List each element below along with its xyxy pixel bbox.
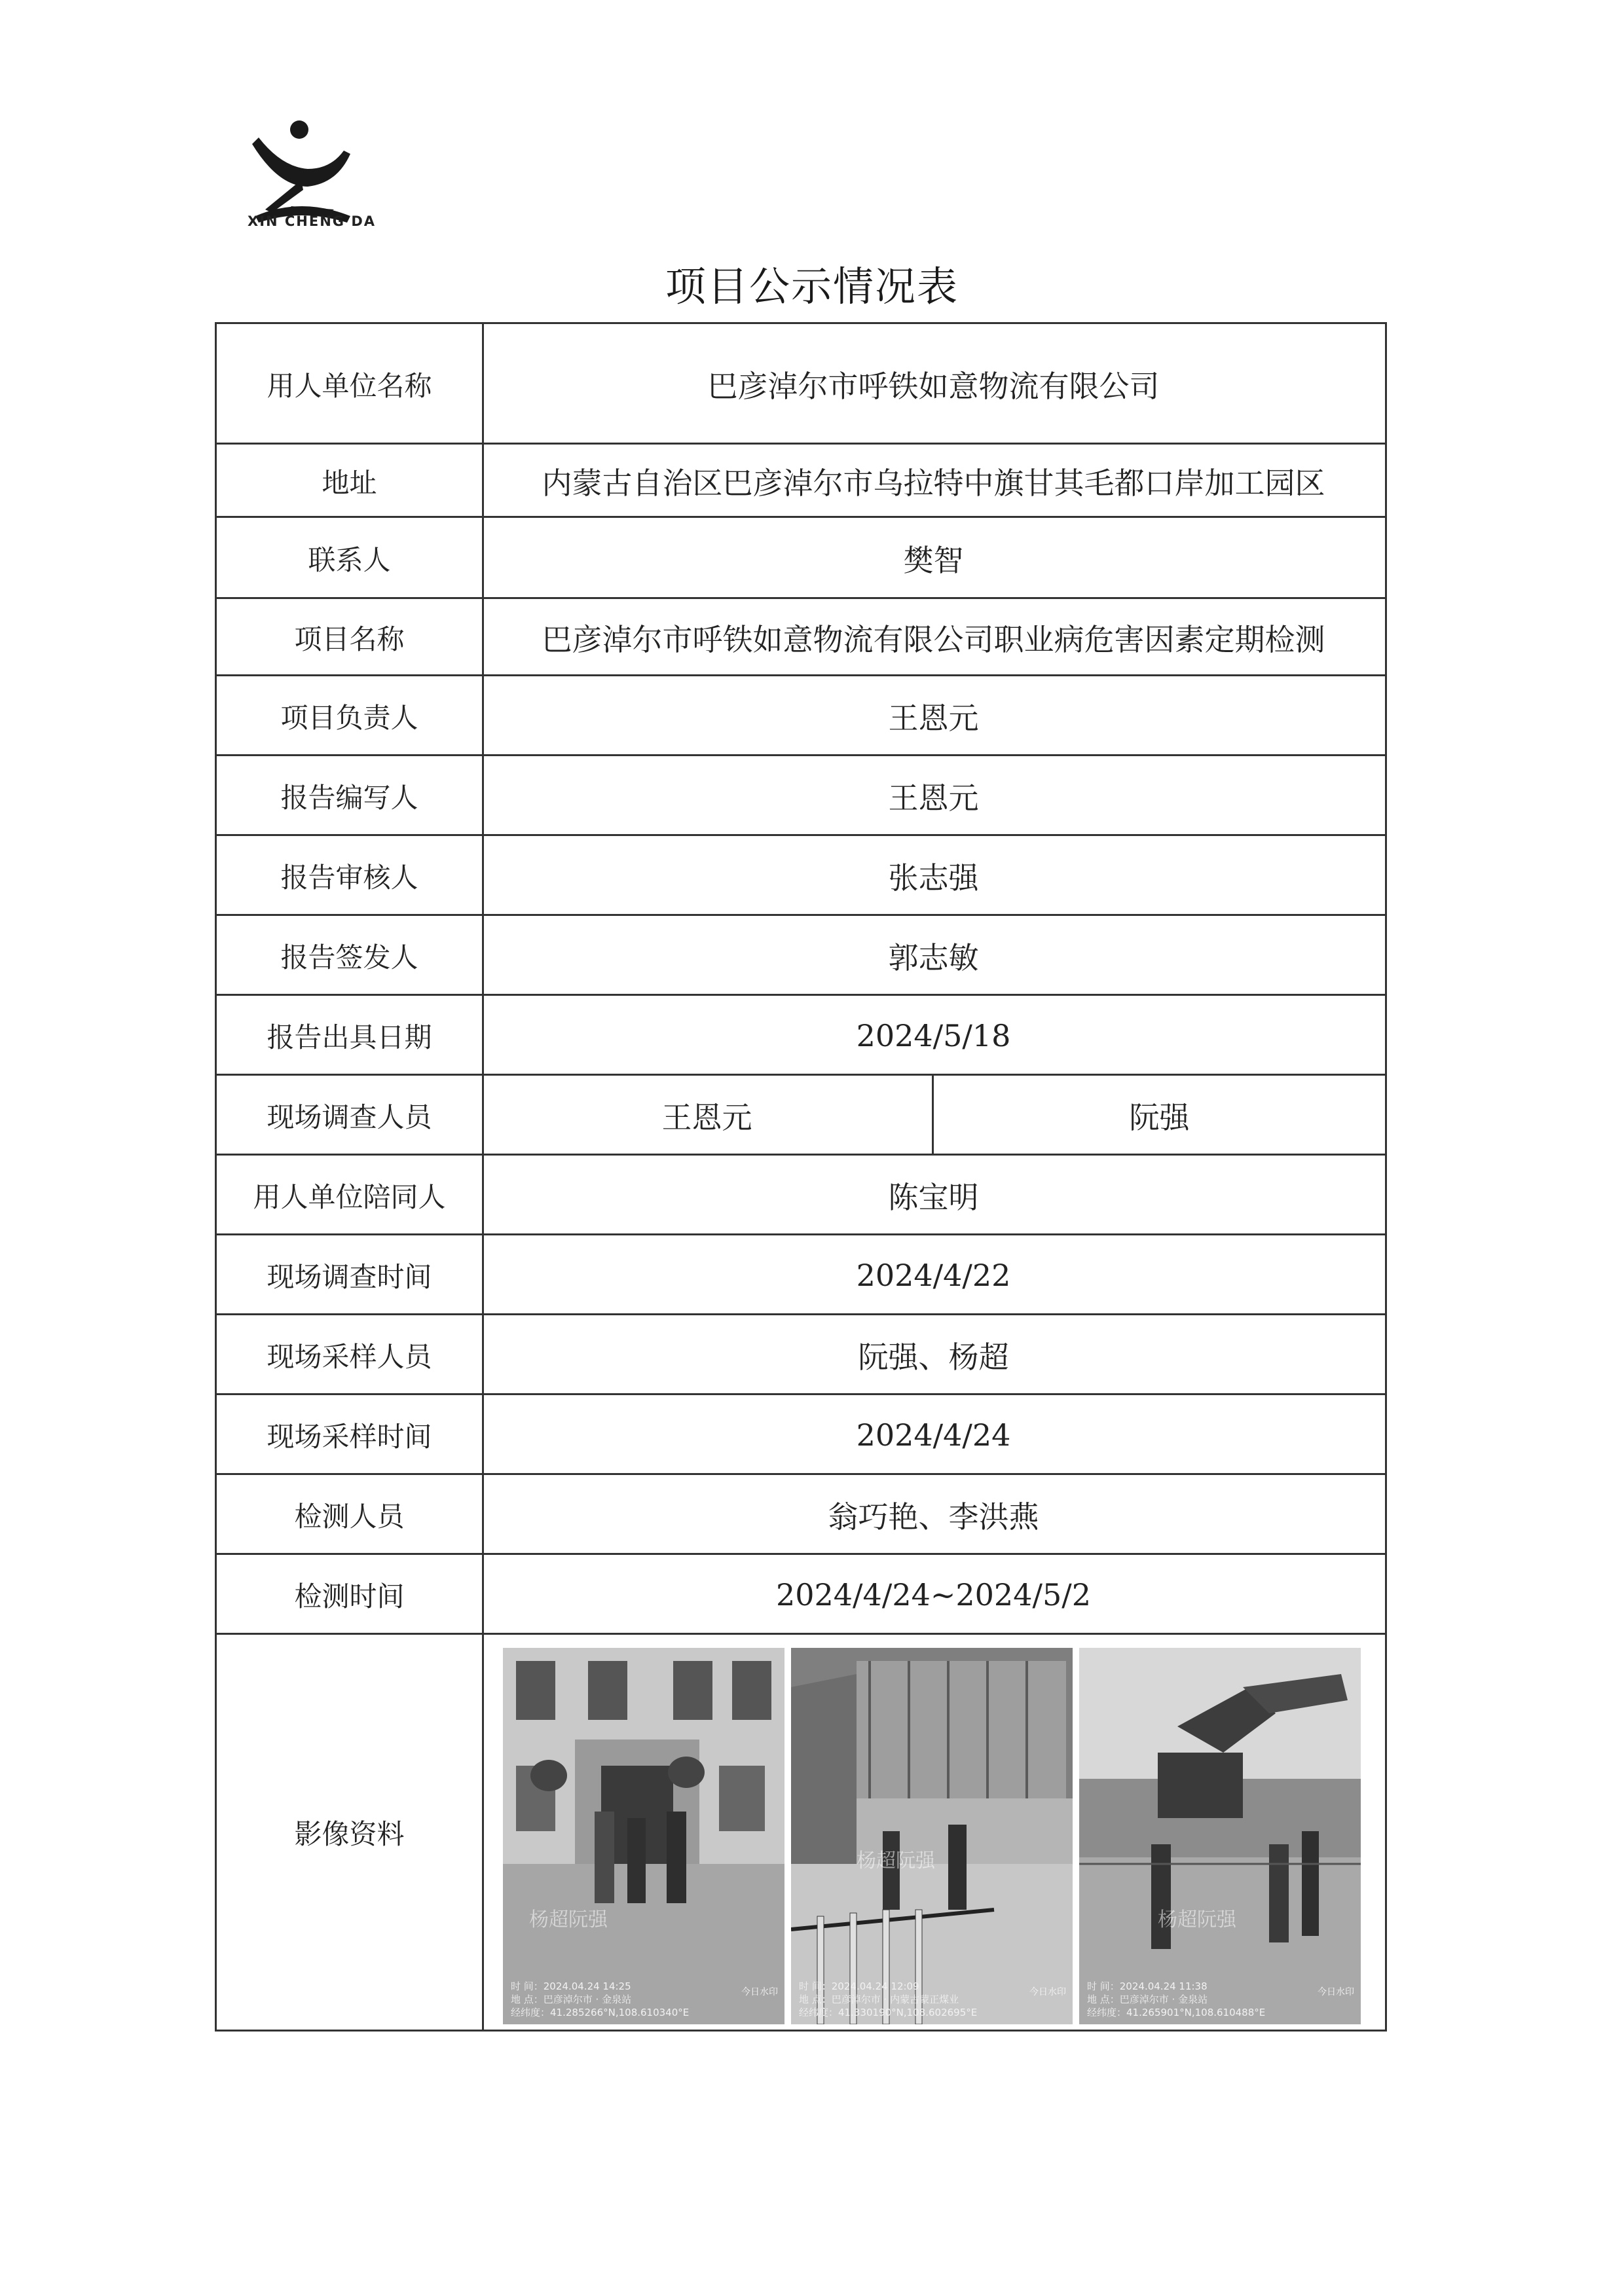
photo-watermark: 杨超阮强 <box>1158 1908 1236 1931</box>
report-writer-label: 报告编写人 <box>215 756 484 836</box>
photo-coords: 经纬度：41.285266°N,108.610340°E <box>511 2007 690 2018</box>
table-row <box>215 1154 1387 1235</box>
photo-watermark: 杨超阮强 <box>529 1908 608 1931</box>
project-lead-value: 王恩元 <box>482 676 1387 756</box>
testing-staff-label: 检测人员 <box>215 1475 484 1555</box>
photo-coords: 经纬度：41.330190°N,108.602695°E <box>799 2007 978 2018</box>
photo-time: 时 间：2024.04.24 12:09 <box>799 1980 919 1992</box>
report-reviewer-label: 报告审核人 <box>215 836 484 916</box>
photo-caption <box>1087 1980 1265 2019</box>
table-row <box>215 1313 1387 1395</box>
table-row <box>215 1633 1387 2032</box>
project-name-label: 项目名称 <box>215 599 484 676</box>
photo-caption <box>511 1980 689 2019</box>
employer-escort-label: 用人单位陪同人 <box>215 1156 484 1235</box>
site-photo <box>791 1648 1073 2024</box>
document-title: 项目公示情况表 <box>665 263 959 310</box>
table-row <box>215 1553 1387 1635</box>
project-name-value: 巴彦淖尔市呼铁如意物流有限公司职业病危害因素定期检测 <box>482 599 1387 676</box>
project-info-table <box>215 322 1387 2030</box>
employer-label: 用人单位名称 <box>215 324 484 445</box>
table-row <box>215 914 1387 996</box>
site-survey-staff-value-1: 王恩元 <box>482 1076 934 1156</box>
photo-stamp: 今日水印 <box>1318 1987 1354 1997</box>
employer-escort-value: 陈宝明 <box>482 1156 1387 1235</box>
images-label: 影像资料 <box>215 1635 484 2030</box>
project-lead-label: 项目负责人 <box>215 676 484 756</box>
photo-time: 时 间：2024.04.24 14:25 <box>511 1980 631 1992</box>
address-label: 地址 <box>215 445 484 518</box>
site-survey-time-value: 2024/4/22 <box>482 1235 1387 1315</box>
table-row <box>215 443 1387 518</box>
photo-place: 地 点：巴彦淖尔市 · 金泉站 <box>1087 1994 1208 2005</box>
site-survey-staff-label: 现场调查人员 <box>215 1076 484 1156</box>
table-row <box>215 1393 1387 1475</box>
site-survey-time-label: 现场调查时间 <box>215 1235 484 1315</box>
photo-caption <box>799 1980 977 2019</box>
contact-value: 樊智 <box>482 518 1387 599</box>
excavator-site-image <box>1079 1648 1361 2024</box>
table-row <box>215 1233 1387 1315</box>
sampling-staff-value: 阮强、杨超 <box>482 1315 1387 1395</box>
photo-coords: 经纬度：41.265901°N,108.610488°E <box>1087 2007 1266 2018</box>
sampling-time-label: 现场采样时间 <box>215 1395 484 1475</box>
table-row <box>215 834 1387 916</box>
table-row <box>215 597 1387 676</box>
report-issuer-label: 报告签发人 <box>215 916 484 996</box>
photo-stamp: 今日水印 <box>741 1987 778 1997</box>
building-entrance-image <box>503 1648 784 2024</box>
site-photo <box>1079 1648 1361 2024</box>
table-row <box>215 1074 1387 1156</box>
photo-place: 地 点：巴彦淖尔市 · 金泉站 <box>511 1994 632 2005</box>
testing-time-value: 2024/4/24~2024/5/2 <box>482 1555 1387 1635</box>
photo-strip <box>503 1648 1361 2024</box>
table-row <box>215 674 1387 756</box>
table-row <box>215 754 1387 836</box>
table-row <box>215 516 1387 599</box>
table-row <box>215 994 1387 1076</box>
site-photo <box>503 1648 784 2024</box>
site-survey-staff-value-2: 阮强 <box>934 1076 1387 1156</box>
sampling-time-value: 2024/4/24 <box>482 1395 1387 1475</box>
photo-watermark: 杨超阮强 <box>857 1850 935 1872</box>
report-writer-value: 王恩元 <box>482 756 1387 836</box>
report-date-value: 2024/5/18 <box>482 996 1387 1076</box>
report-reviewer-value: 张志强 <box>482 836 1387 916</box>
photo-place: 地 点：巴彦淖尔市 · 内蒙古蒙正煤业 <box>799 1994 959 2005</box>
company-logo <box>246 118 357 229</box>
construction-site-image <box>791 1648 1073 2024</box>
testing-time-label: 检测时间 <box>215 1555 484 1635</box>
photo-time: 时 间：2024.04.24 11:38 <box>1087 1980 1208 1992</box>
sampling-staff-label: 现场采样人员 <box>215 1315 484 1395</box>
contact-label: 联系人 <box>215 518 484 599</box>
report-issuer-value: 郭志敏 <box>482 916 1387 996</box>
testing-staff-value: 翁巧艳、李洪燕 <box>482 1475 1387 1555</box>
address-value: 内蒙古自治区巴彦淖尔市乌拉特中旗甘其毛都口岸加工园区 <box>482 445 1387 518</box>
photo-stamp: 今日水印 <box>1029 1987 1066 1997</box>
report-date-label: 报告出具日期 <box>215 996 484 1076</box>
table-row <box>215 322 1387 445</box>
logo-caption: XIN CHENG DA <box>248 213 377 229</box>
employer-value: 巴彦淖尔市呼铁如意物流有限公司 <box>482 324 1387 445</box>
table-row <box>215 1473 1387 1555</box>
